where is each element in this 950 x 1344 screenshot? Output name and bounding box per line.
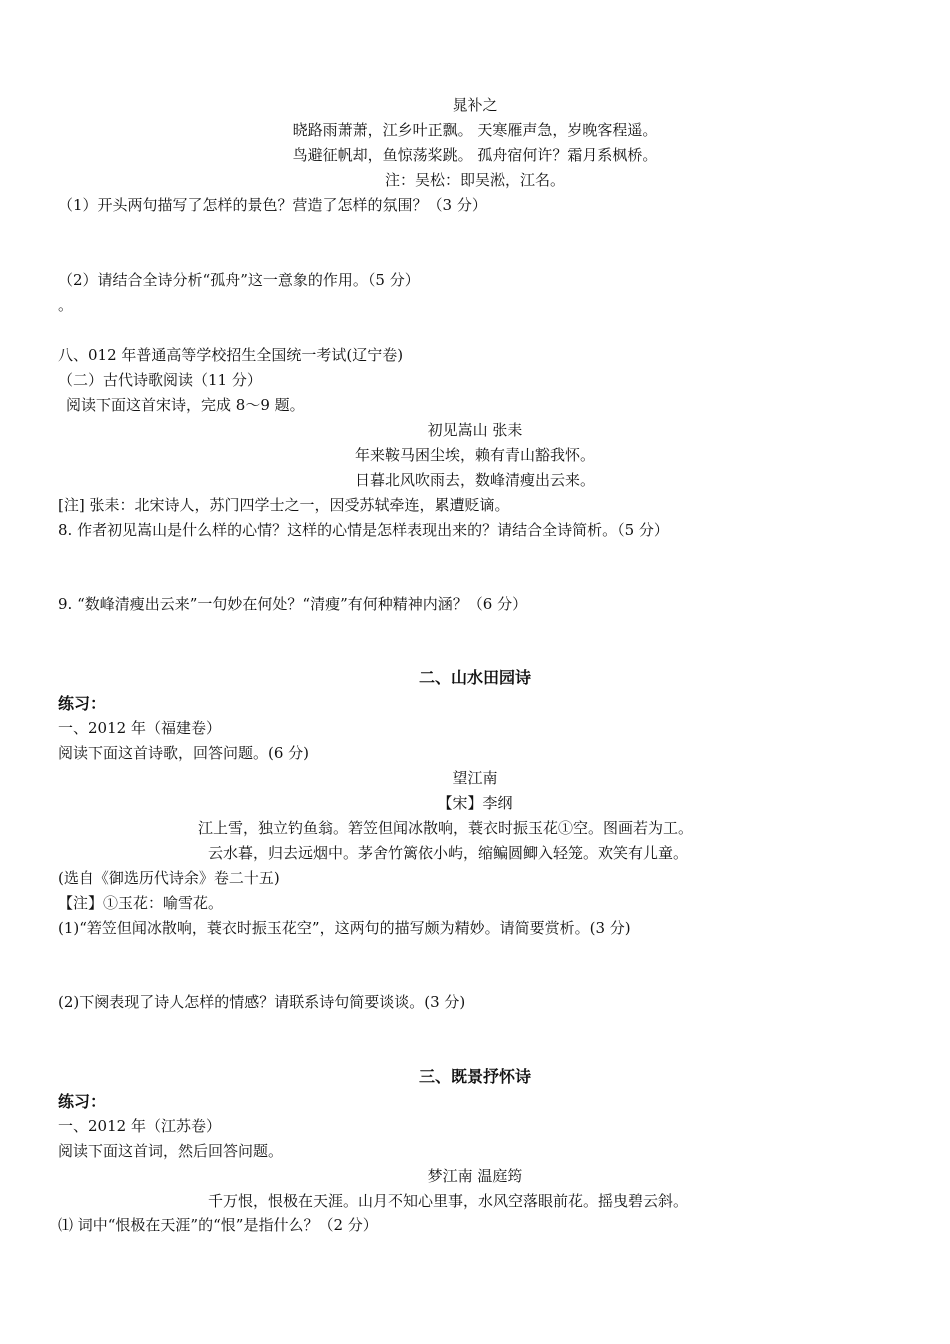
poem-author: 【宋】李纲 [437,794,513,812]
question-1: （1）开头两句描写了怎样的景色？营造了怎样的氛围？（3 分） [58,196,487,214]
practice-label: 练习： [58,1092,107,1111]
question-1: (1)“箬笠但闻冰散响，蓑衣时振玉花空”，这两句的描写颇为精妙。请简要赏析。(3 分) [58,919,631,937]
poem-line: 江上雪，独立钓鱼翁。箬笠但闻冰散响，蓑衣时振玉花①空。图画若为工。 [198,819,694,837]
exam-source: 一、2012 年（福建卷） [58,719,221,737]
source-note: (选自《御选历代诗余》卷二十五) [58,869,280,887]
poem-title: 初见嵩山 张耒 [427,421,523,439]
poem-line: 千万恨，恨极在天涯。山月不知心里事，水风空落眼前花。摇曳碧云斜。 [208,1192,689,1210]
question-1: ⑴ 词中“恨极在天涯”的“恨”是指什么？（2 分） [58,1216,378,1234]
poem-title: 梦江南 温庭筠 [427,1167,523,1185]
practice-label: 练习： [58,694,107,713]
section-heading: 二、山水田园诗 [418,668,531,687]
instruction: 阅读下面这首词，然后回答问题。 [58,1142,284,1160]
poem-author: 晁补之 [452,96,498,114]
poem-line: 云水暮，归去远烟中。茅舍竹篱依小屿，缩鳊圆鲫入轻笼。欢笑有儿童。 [208,844,689,862]
question-2: (2)下阕表现了诗人怎样的情感？请联系诗句简要谈谈。(3 分) [58,993,466,1011]
poem-note: 【注】①玉花：喻雪花。 [58,894,224,912]
exam-source: 一、2012 年（江苏卷） [58,1117,221,1135]
exam-title: 八、012 年普通高等学校招生全国统一考试(辽宁卷) [58,346,404,364]
poem-line: 年来鞍马困尘埃，赖有青山豁我怀。 [354,446,595,464]
poem-note: 注：吴松：即吴淞，江名。 [384,171,565,189]
instruction: 阅读下面这首诗歌，回答问题。(6 分) [58,744,310,762]
poem-title: 望江南 [452,769,498,787]
question-2: （2）请结合全诗分析“孤舟”这一意象的作用。（5 分） [58,271,420,289]
instruction: 阅读下面这首宋诗，完成 8～9 题。 [66,396,305,414]
question-8: 8. 作者初见嵩山是什么样的心情？这样的心情是怎样表现出来的？请结合全诗简析。（5 分） [58,521,669,539]
section-subtitle: （二）古代诗歌阅读（11 分） [58,371,262,389]
answer-dot: 。 [58,296,74,314]
poem-note: [注] 张耒：北宋诗人，苏门四学士之一，因受苏轼牵连，累遭贬谪。 [58,496,510,514]
poem-line: 晓路雨萧萧，江乡叶正飘。 天寒雁声急，岁晚客程遥。 [292,121,658,139]
poem-line: 日暮北风吹雨去，数峰清瘦出云来。 [354,471,595,489]
section-heading: 三、既景抒怀诗 [418,1067,531,1086]
poem-line: 鸟避征帆却，鱼惊荡桨跳。 孤舟宿何许？霜月系枫桥。 [292,146,658,164]
question-9: 9. “数峰清瘦出云来”一句妙在何处？“清瘦”有何种精神内涵？（6 分） [58,595,528,613]
